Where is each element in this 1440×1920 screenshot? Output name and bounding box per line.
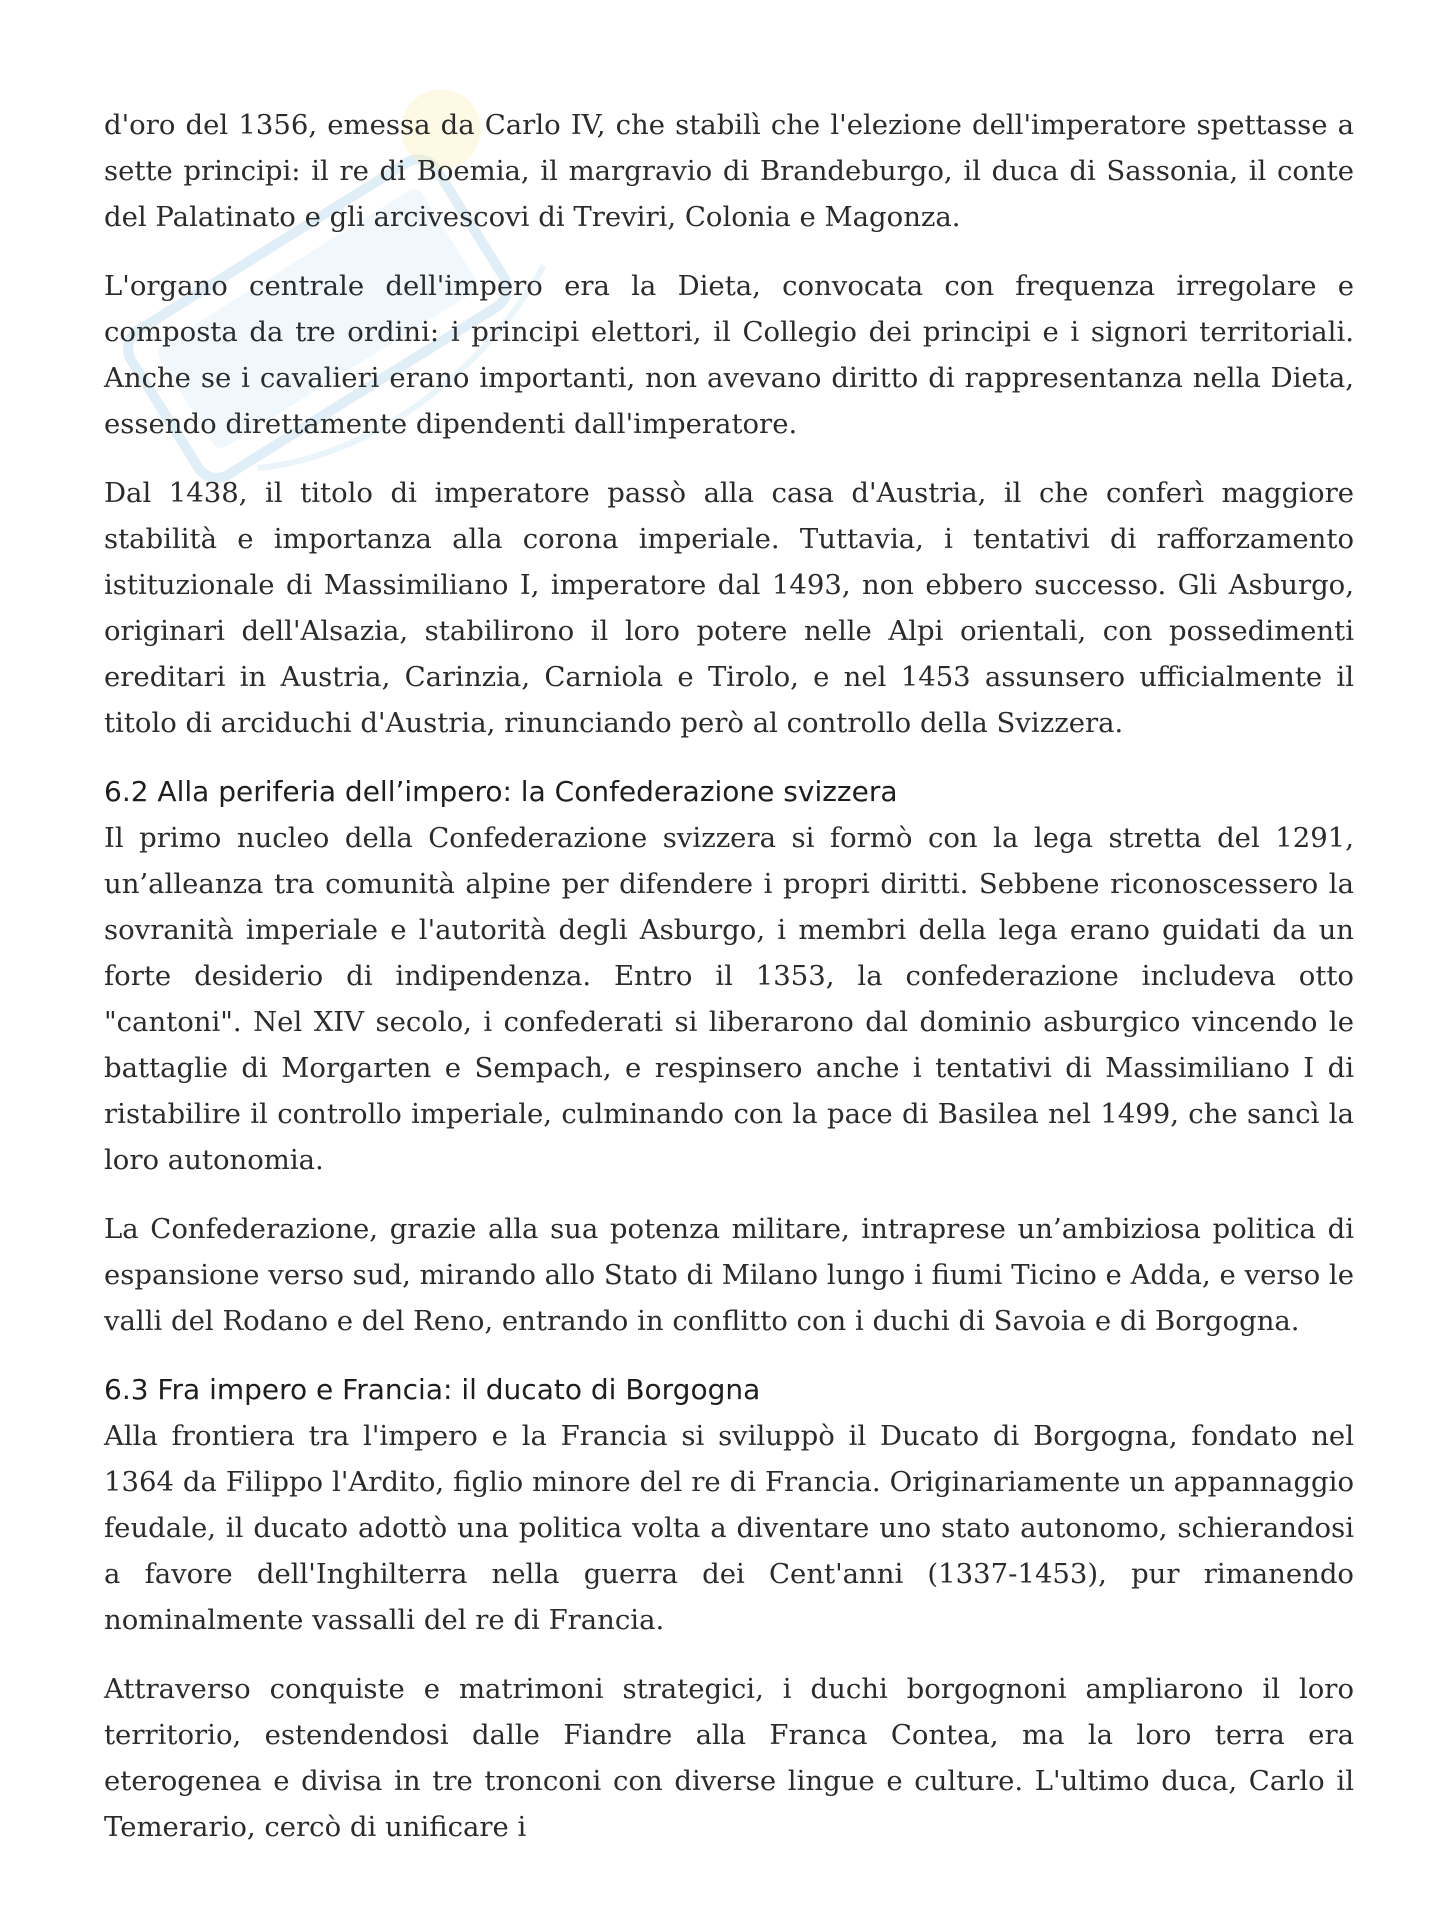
paragraph-duchi-borgognoni: Attraverso conquiste e matrimoni strategici, i duchi borgognoni ampliarono il loro territorio, estendendosi dalle Fiandre alla Franca Contea, ma la loro terra era eterogenea e divisa in tre tronconi con diverse lingue e culture. L'ultimo duca, Carlo il Temerario, cercò di unificare i [104, 1673, 1354, 1843]
document-page [104, 102, 1354, 1873]
paragraph-confederazione-espansione: La Confederazione, grazie alla sua potenza militare, intraprese un’ambiziosa politica di espansione verso sud, mirando allo Stato di Milano lungo i fiumi Ticino e Adda, e verso le valli del Rodano e del Reno, entrando in conflitto con i duchi di Savoia e di Borgogna. [104, 1213, 1354, 1337]
paragraph-confederazione-origini: Il primo nucleo della Confederazione svizzera si formò con la lega stretta del 1291, un’alleanza tra comunità alpine per difendere i propri diritti. Sebbene riconoscessero la sovranità imperiale e l'autorità degli Asburgo, i membri della lega erano guidati da un forte desiderio di indipendenza. Entro il 1353, la confederazione includeva otto "cantoni". Nel XIV secolo, i confederati si liberarono dal dominio asburgico vincendo le battaglie di Morgarten e Sempach, e respinsero anche i tentativi di Massimiliano I di ristabilire il controllo imperiale, culminando con la pace di Basilea nel 1499, che sancì la loro autonomia. [104, 822, 1354, 1176]
paragraph-golden-bull: d'oro del 1356, emessa da Carlo IV, che stabilì che l'elezione dell'imperatore spettasse a sette principi: il re di Boemia, il margravio di Brandeburgo, il duca di Sassonia, il conte del Palatinato e gli arcivescovi di Treviri, Colonia e Magonza. [104, 109, 1354, 233]
section-heading-6-2: 6.2 Alla periferia dell’impero: la Confederazione svizzera [104, 775, 898, 808]
paragraph-dieta: L'organo centrale dell'impero era la Dieta, convocata con frequenza irregolare e composta da tre ordini: i principi elettori, il Collegio dei principi e i signori territoriali. Anche se i cavalieri erano importanti, non avevano diritto di rappresentanza nella Dieta, essendo direttamente dipendenti dall'imperatore. [104, 270, 1354, 440]
paragraph-asburgo: Dal 1438, il titolo di imperatore passò alla casa d'Austria, il che conferì maggiore stabilità e importanza alla corona imperiale. Tuttavia, i tentativi di rafforzamento istituzionale di Massimiliano I, imperatore dal 1493, non ebbero successo. Gli Asburgo, originari dell'Alsazia, stabilirono il loro potere nelle Alpi orientali, con possedimenti ereditari in Austria, Carinzia, Carniola e Tirolo, e nel 1453 assunsero ufficialmente il titolo di arciduchi d'Austria, rinunciando però al controllo della Svizzera. [104, 477, 1354, 739]
section-heading-6-3: 6.3 Fra impero e Francia: il ducato di Borgogna [104, 1373, 761, 1406]
paragraph-ducato-borgogna: Alla frontiera tra l'impero e la Francia si sviluppò il Ducato di Borgogna, fondato nel 1364 da Filippo l'Ardito, figlio minore del re di Francia. Originariamente un appannaggio feudale, il ducato adottò una politica volta a diventare uno stato autonomo, schierandosi a favore dell'Inghilterra nella guerra dei Cent'anni (1337-1453), pur rimanendo nominalmente vassalli del re di Francia. [104, 1420, 1354, 1636]
